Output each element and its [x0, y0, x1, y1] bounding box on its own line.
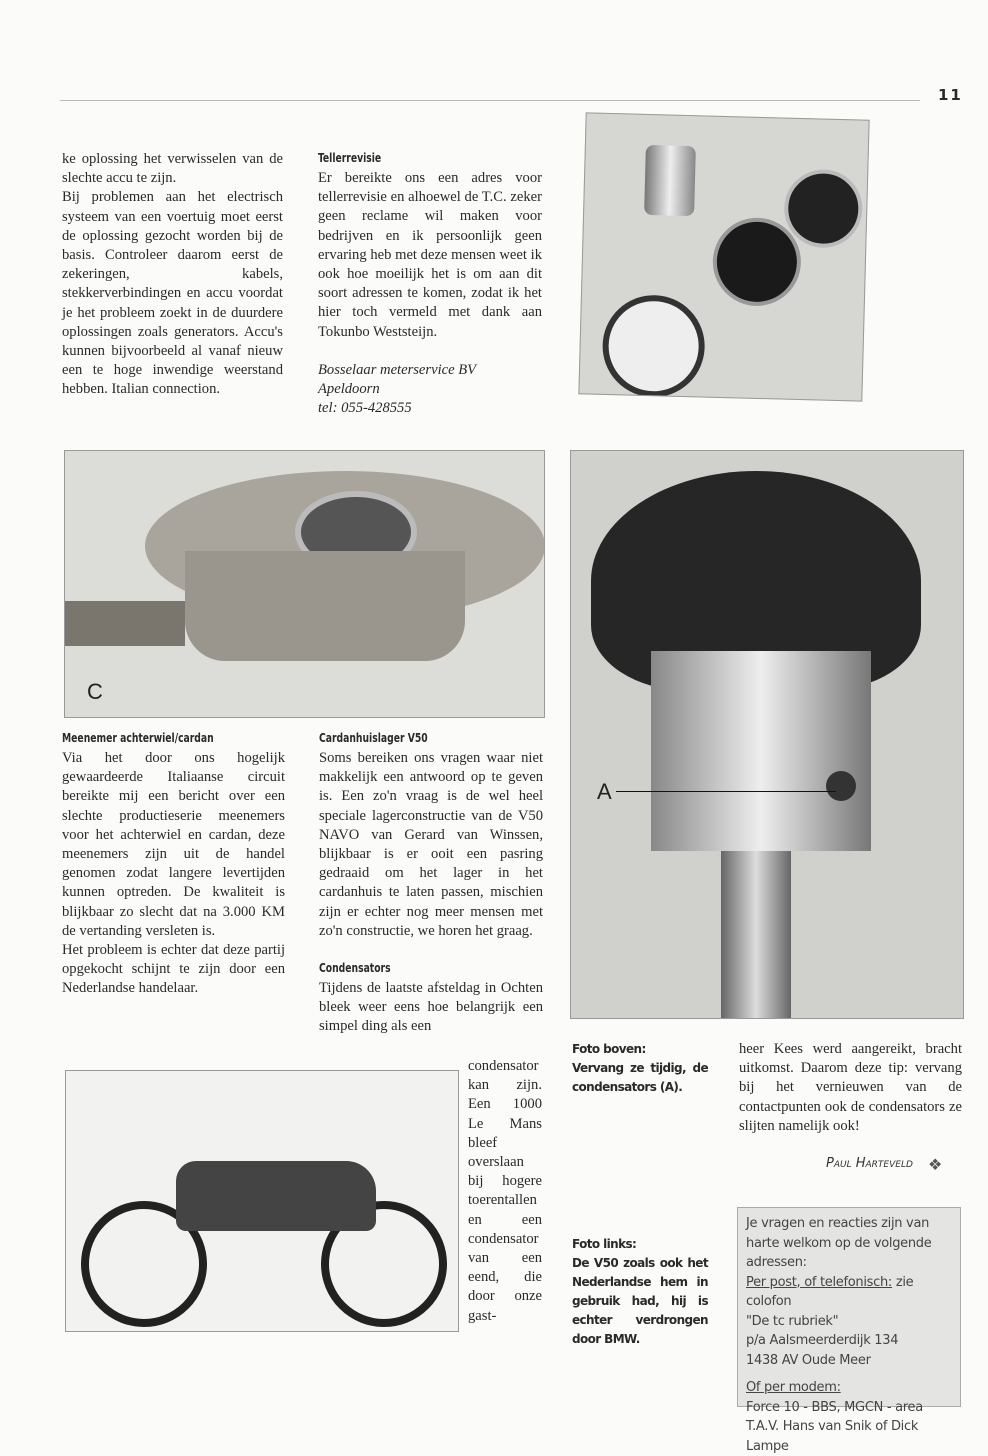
chrome-cup — [644, 145, 696, 216]
section-heading: Condensators — [319, 960, 391, 976]
caption-photo-left: Foto links: De V50 zoals ook het Nederlandse hem in gebruik had, hij is echter verdrongen door BMW. — [572, 1237, 708, 1346]
condensator — [826, 771, 856, 801]
page-number: 11 — [938, 86, 963, 104]
contact-box: Je vragen en reacties zijn van harte welkom op de volgende adressen: Per post, of telefonisch: zie colofon "De tc rubriek" p/a Aalsmeerderdijk 134 1438 AV Oude Meer Of per modem: Force 10 - BBS, MGCN - area T.A.V. Hans van Snik of Dick Lampe — [737, 1207, 961, 1407]
housing-body — [185, 551, 465, 661]
photo-motorcycle — [65, 1070, 459, 1332]
address: Bosselaar meterservice BV Apeldoorn tel: 055-428555 — [318, 361, 477, 417]
photo-speedometers — [578, 112, 869, 401]
pointer-line — [616, 791, 836, 792]
section-heading: Meenemer achterwiel/cardan — [62, 730, 214, 745]
section-tellerrevisie: Tellerrevisie Er bereikte ons een adres voor tellerrevisie en alhoewel de T.C. zeker geen reclame wil maken voor bedrijven en ik persoonlijk geen ervaring heb met deze mensen weet ik ook hoe moeilijk het is om aan dit soort adressen te komen, zodat ik het hier toch vermeld met dank aan Tokunbo Weststeijn. Bosselaar meterservice BV Apeldoorn tel: 055-428555 — [318, 150, 542, 418]
eagle-logo-icon: ❖ — [928, 1157, 943, 1174]
shaft — [721, 851, 791, 1018]
condensators-narrow-text: condensator kan zijn. Een 1000 Le Mans bleef overslaan bij hogere toerentallen en een condensator van een eend, die door onze gast- — [468, 1058, 542, 1324]
frame — [176, 1161, 376, 1231]
gauge — [712, 217, 802, 307]
gauge — [783, 169, 863, 249]
photo-cardan — [64, 450, 545, 718]
gauge — [601, 294, 706, 399]
label-a: A — [597, 779, 612, 804]
shaft — [65, 601, 185, 646]
label-c: C — [87, 679, 103, 704]
section-cardanhuislager: Cardanhuislager V50 Soms bereiken ons vragen waar niet makkelijk een antwoord op te geven is. Een zo'n vraag is de wel heel speciale lagerconstructie van de V50 NAVO van Gerard van Winssen, blijkbaar is er ooit een pasring gedraaid om het lager in het cardanhuis te laten passen, mischien zijn er echter nog meer mensen met zo'n constructie, we horen het graag. Condensators Tijdens de laatste afsteldag in Ochten bleek weer eens hoe belangrijk een simpel ding als een — [319, 730, 543, 1035]
caption-photo-top: Foto boven: Vervang ze tijdig, de condensators (A). — [572, 1042, 708, 1094]
column-1-text: ke oplossing het verwisselen van de slechte accu te zijn. Bij problemen aan het electrisch systeem van een voertuig moet eerst de oplossing gezocht worden bij de basis. Controleer daarom eerst de zekeringen, kabels, stekkerverbindingen en accu voordat je het probleem zoekt in de duurdere oplossingen zoals generators. Accu's kunnen bijvoorbeeld al vanaf nieuw een te hoge inwendige weerstand hebben. Italian connection. — [62, 151, 283, 398]
condensators-col3-text: heer Kees werd aangereikt, bracht uitkomst. Daarom deze tip: vervang bij het vernieuwen van de contactpunten ook de condensators ze slijten namelijk ook! — [739, 1041, 962, 1134]
section-meenemer: Meenemer achterwiel/cardan Via het door ons hogelijk gewaardeerde Italiaanse circuit bereikte mij een bericht over een slechte productieserie meenemers voor het achterwiel en cardan, deze meenemers zijn uit de handel genomen zodat langere levertijden kunnen optreden. De kwaliteit is blijkbaar zo slecht dat na 3.000 KM de vertanding versleten is. Het probleem is echter dat deze partij opgekocht schijnt te zijn door een Nederlandse handelaar. — [62, 730, 285, 997]
author-signature: Paul Harteveld — [826, 1156, 913, 1171]
section-heading: Tellerrevisie — [318, 150, 382, 165]
header-rule — [60, 100, 920, 101]
photo-distributor — [570, 450, 964, 1019]
distributor-body — [651, 651, 871, 851]
section-heading: Cardanhuislager V50 — [319, 730, 428, 745]
